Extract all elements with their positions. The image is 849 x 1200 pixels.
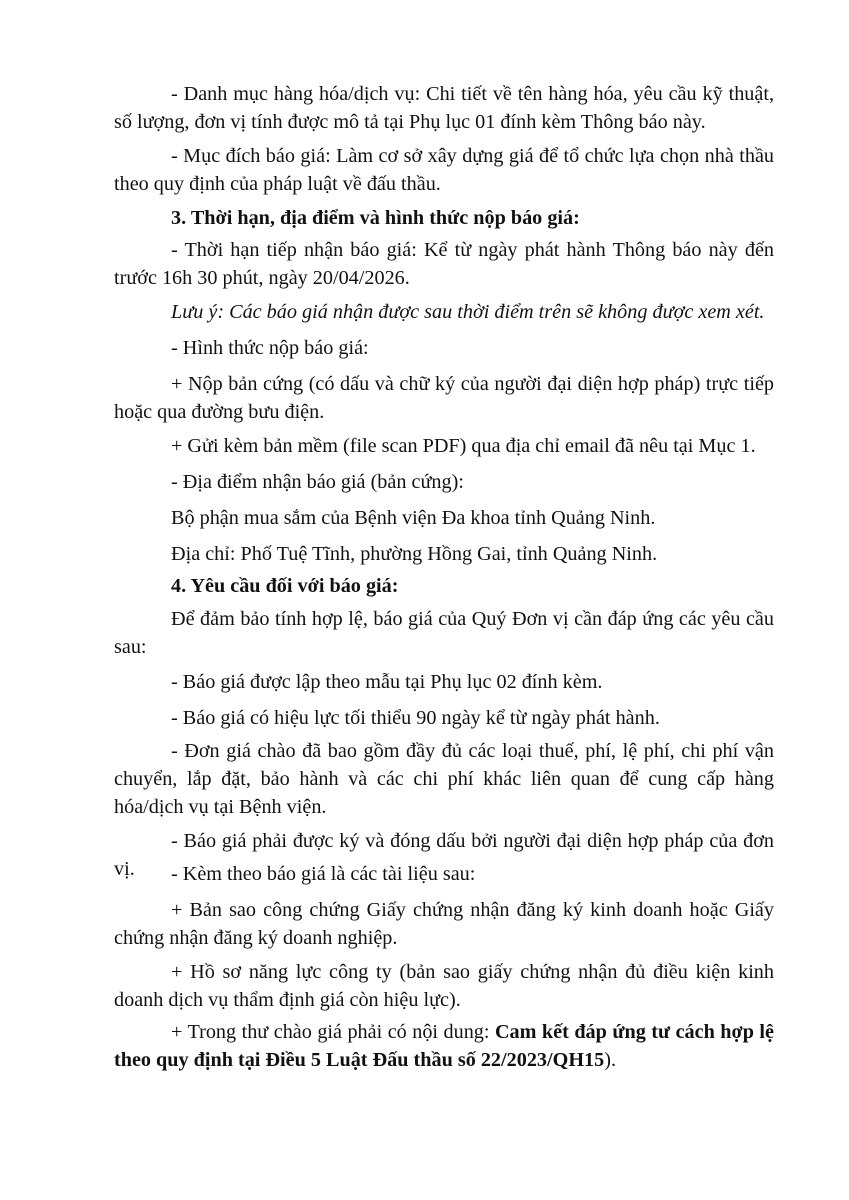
paragraph-form-template: - Báo giá được lập theo mẫu tại Phụ lục 02 đính kèm. — [171, 671, 603, 693]
paragraph-commitment — [114, 1018, 774, 1074]
paragraph-location-label: - Địa điểm nhận báo giá (bản cứng): — [171, 471, 464, 493]
paragraph-signature: - Báo giá phải được ký và đóng dấu bởi người đại diện hợp pháp của đơn vị. — [114, 830, 774, 880]
paragraph-submission-form: - Hình thức nộp báo giá: — [171, 337, 369, 359]
commitment-prefix: + Trong thư chào giá phải có nội dung: — [171, 1021, 495, 1043]
paragraph-soft-copy: + Gửi kèm bản mềm (file scan PDF) qua địa chỉ email đã nêu tại Mục 1. — [171, 435, 756, 457]
paragraph-address: Địa chỉ: Phố Tuệ Tĩnh, phường Hồng Gai, tỉnh Quảng Ninh. — [171, 543, 658, 565]
paragraph-note: Lưu ý: Các báo giá nhận được sau thời điểm trên sẽ không được xem xét. — [171, 301, 765, 323]
paragraph-quote-purpose: - Mục đích báo giá: Làm cơ sở xây dựng giá để tổ chức lựa chọn nhà thầu theo quy định của pháp luật về đấu thầu. — [114, 145, 774, 195]
paragraph-validity: - Báo giá có hiệu lực tối thiểu 90 ngày kể từ ngày phát hành. — [171, 707, 660, 729]
paragraph-unit-price: - Đơn giá chào đã bao gồm đầy đủ các loại thuế, phí, lệ phí, chi phí vận chuyển, lắp đặt, bảo hành và các chi phí khác liên quan để cung cấp hàng hóa/dịch vụ tại Bệnh viện. — [114, 740, 774, 818]
section-heading-4: 4. Yêu cầu đối với báo giá: — [171, 575, 399, 597]
paragraph-business-certificate: + Bản sao công chứng Giấy chứng nhận đăng ký kinh doanh hoặc Giấy chứng nhận đăng ký doanh nghiệp. — [114, 899, 774, 949]
paragraph-goods-list: - Danh mục hàng hóa/dịch vụ: Chi tiết về tên hàng hóa, yêu cầu kỹ thuật, số lượng, đơn vị tính được mô tả tại Phụ lục 01 đính kèm Thông báo này. — [114, 83, 774, 133]
section-heading-3: 3. Thời hạn, địa điểm và hình thức nộp báo giá: — [171, 207, 580, 229]
paragraph-hard-copy: + Nộp bản cứng (có dấu và chữ ký của người đại diện hợp pháp) trực tiếp hoặc qua đường bưu điện. — [114, 373, 774, 423]
paragraph-department: Bộ phận mua sắm của Bệnh viện Đa khoa tỉnh Quảng Ninh. — [171, 507, 656, 529]
paragraph-deadline: - Thời hạn tiếp nhận báo giá: Kể từ ngày phát hành Thông báo này đến trước 16h 30 phút, ngày 20/04/2026. — [114, 239, 774, 289]
commitment-suffix: ). — [604, 1049, 616, 1071]
paragraph-attachments: - Kèm theo báo giá là các tài liệu sau: — [171, 863, 476, 885]
paragraph-company-profile: + Hồ sơ năng lực công ty (bản sao giấy chứng nhận đủ điều kiện kinh doanh dịch vụ thẩm định giá còn hiệu lực). — [114, 961, 774, 1011]
commitment-bold-text: Cam kết đáp ứng tư cách hợp lệ theo quy định tại Điều 5 Luật Đấu thầu số 22/2023/QH15 — [114, 1021, 774, 1071]
paragraph-requirements-intro: Để đảm bảo tính hợp lệ, báo giá của Quý Đơn vị cần đáp ứng các yêu cầu sau: — [114, 608, 774, 658]
